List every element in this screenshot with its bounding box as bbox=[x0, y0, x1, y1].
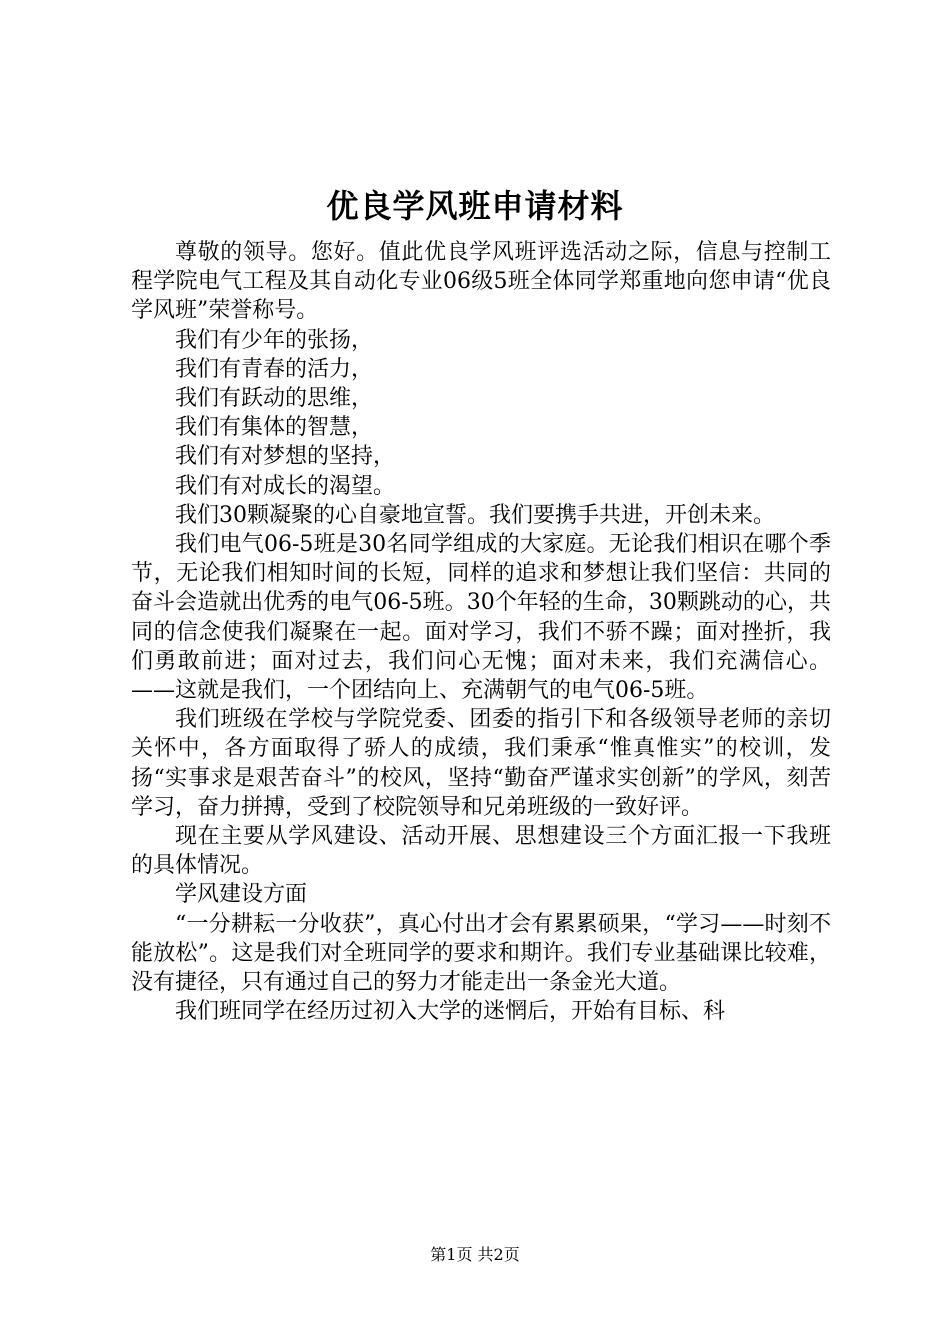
paragraph-class-intro: 我们电气06-5班是30名同学组成的大家庭。无论我们相识在哪个季节，无论我们相知时间的长短，同样的追求和梦想让我们坚信：共同的奋斗会造就出优秀的电气06-5班。30个年轻的生命，30颗跳动的心，共同的信念使我们凝聚在一起。面对学习，我们不骄不躁；面对挫折，我们勇敢前进；面对过去，我们问心无愧；面对未来，我们充满信心。——这就是我们，一个团结向上、充满朝气的电气06-5班。 bbox=[131, 532, 831, 704]
paragraph-achievements: 我们班级在学校与学院党委、团委的指引下和各级领导老师的亲切关怀中，各方面取得了骄人的成绩，我们秉承“惟真惟实”的校训，发扬“实事求是艰苦奋斗”的校风，坚持“勤奋严谨求实创新”的学风，刻苦学习，奋力拼搏，受到了校院领导和兄弟班级的一致好评。 bbox=[131, 707, 831, 820]
paragraph-verse-line: 我们有集体的智慧， bbox=[175, 415, 374, 441]
paragraph-study-motto: “一分耕耘一分收获”，真心付出才会有累累硕果，“学习——时刻不能放松”。这是我们对全班同学的要求和期许。我们专业基础课比较难，没有捷径，只有通过自己的努力才能走出一条金光大道。 bbox=[131, 911, 831, 996]
section-heading: 学风建设方面 bbox=[175, 882, 308, 908]
paragraph-verse-line: 我们有青春的活力， bbox=[175, 356, 374, 382]
page-number-footer: 第1页 共2页 bbox=[430, 1245, 520, 1264]
paragraph-pledge: 我们30颗凝聚的心自豪地宣誓。我们要携手共进，开创未来。 bbox=[175, 502, 775, 528]
paragraph-verse-line: 我们有对成长的渴望。 bbox=[175, 473, 396, 499]
paragraph-report-overview: 现在主要从学风建设、活动开展、思想建设三个方面汇报一下我班的具体情况。 bbox=[131, 824, 831, 879]
paragraph-salutation: 尊敬的领导。您好。值此优良学风班评选活动之际，信息与控制工程学院电气工程及其自动化专业06级5班全体同学郑重地向您申请“优良学风班”荣誉称号。 bbox=[131, 240, 831, 324]
paragraph-study-progress: 我们班同学在经历过初入大学的迷惘后，开始有目标、科 bbox=[175, 999, 726, 1025]
paragraph-verse-line: 我们有对梦想的坚持， bbox=[175, 444, 396, 470]
paragraph-verse-line: 我们有跃动的思维， bbox=[175, 386, 374, 412]
paragraph-verse-line: 我们有少年的张扬， bbox=[175, 327, 374, 353]
document-title: 优良学风班申请材料 bbox=[326, 187, 624, 225]
document-body bbox=[131, 238, 831, 1026]
